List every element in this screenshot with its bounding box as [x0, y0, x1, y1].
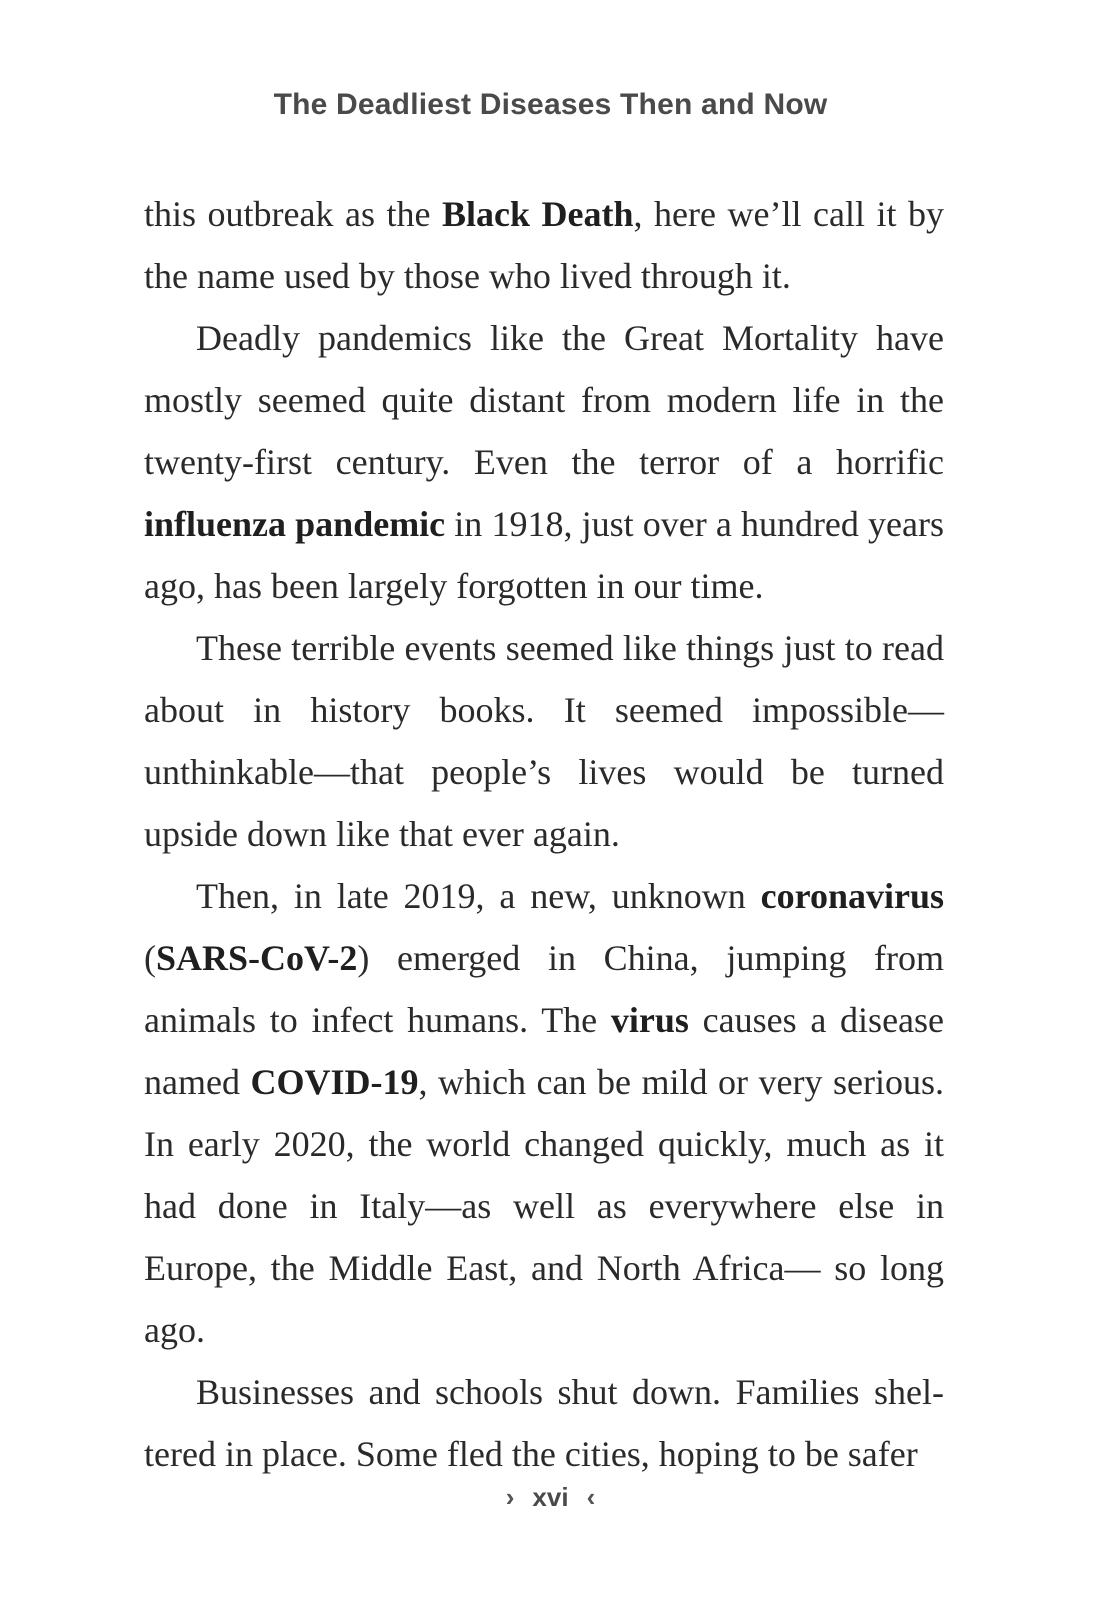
paragraph-1 [144, 183, 944, 307]
text-run: in 1918, just over a hundred years ago, has been largely forgotten in our time. [144, 504, 944, 606]
paragraph-5 [144, 1361, 944, 1485]
paragraph-2 [144, 307, 944, 617]
text-run: ( [144, 938, 156, 978]
text-run: Then, in late 2019, a new, unknown [196, 876, 761, 916]
bold-term-influenza-pandemic: influenza pandemic [144, 504, 446, 544]
bold-term-coronavirus: coronavirus [760, 876, 944, 916]
text-run: this outbreak as the [144, 194, 442, 234]
page-folio [0, 1482, 1101, 1513]
text-run: Businesses and schools shut down. Families sheltered in place. Some fled the cities, hoping to be safer [144, 1372, 944, 1474]
body-text [144, 183, 944, 1485]
text-run: Deadly pandemics like the Great Mortality have mostly seemed quite distant from modern life in the twenty-first century. Even the terror of a horrific [144, 318, 944, 482]
paragraph-4 [144, 865, 944, 1361]
bold-term-black-death: Black Death [442, 194, 634, 234]
text-run: ) emerged in China, jumping from animals to infect humans. The [144, 938, 944, 1040]
page-number: xvi [532, 1482, 569, 1512]
text-run: , which can be mild or very serious. In early 2020, the world changed quickly, much as it had done in Italy—as well as everywhere else in Europe, the Middle East, and North Africa— so long ago. [144, 1062, 944, 1350]
bold-term-virus: virus [610, 1000, 689, 1040]
text-run: causes a disease named [144, 1000, 945, 1102]
running-head: The Deadliest Diseases Then and Now [273, 88, 828, 121]
chevron-left-icon: ‹ [586, 1482, 596, 1512]
text-run: , here we’ll call it by the name used by those who lived through it. [144, 194, 944, 296]
bold-term-covid-19: COVID-19 [250, 1062, 419, 1102]
bold-term-sars-cov-2: SARS-CoV-2 [156, 938, 358, 978]
chevron-right-icon: › [505, 1482, 515, 1512]
text-run: These terrible events seemed like things just to read about in history books. It seemed impossible—unthinkable—that people’s lives would be turned upside down like that ever again. [144, 628, 944, 854]
paragraph-3 [144, 617, 944, 865]
